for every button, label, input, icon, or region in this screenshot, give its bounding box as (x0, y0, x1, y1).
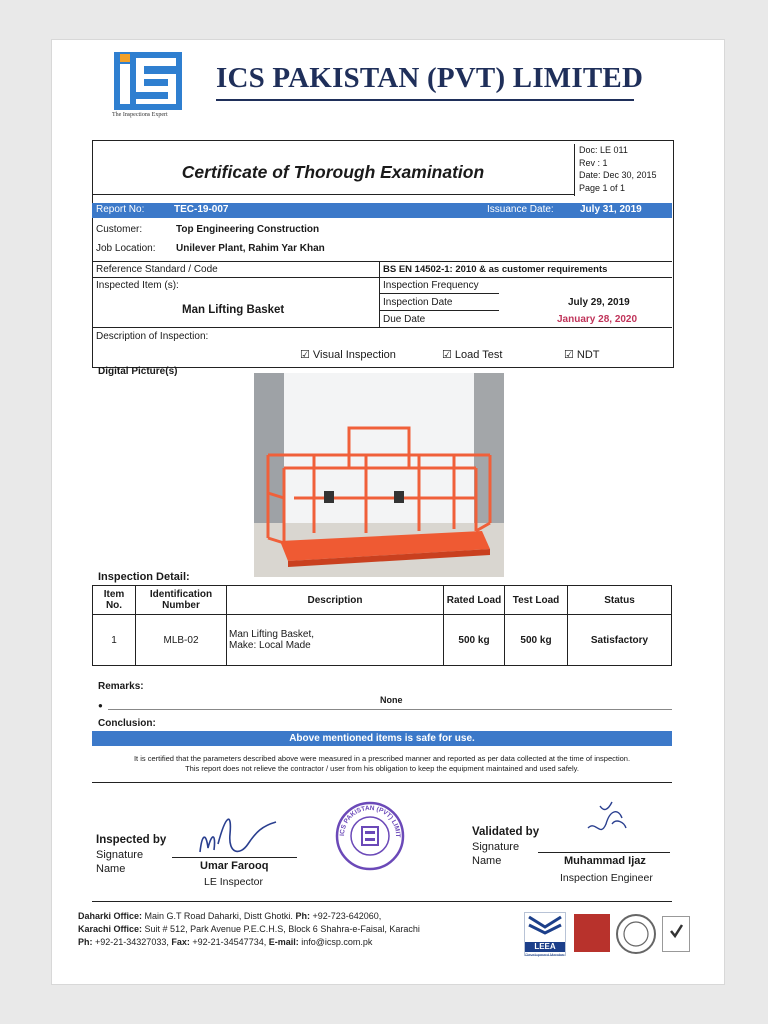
inspected-signature-label: Signature (96, 849, 144, 861)
inspector-name: Umar Farooq (200, 860, 269, 872)
karachi-office-line (78, 923, 420, 936)
due-date: January 28, 2020 (557, 314, 638, 325)
col-description: Description (227, 586, 444, 615)
leea-sub: Development Member (525, 952, 565, 957)
validated-by-label: Validated by (472, 826, 540, 838)
page-count: Page 1 of 1 (579, 182, 626, 193)
job-location-label: Job Location: (96, 243, 156, 254)
man-lifting-basket-photo (254, 373, 504, 577)
certification-seal-icon (614, 912, 658, 961)
visual-inspection-checkbox: ☑ Visual Inspection (300, 349, 396, 361)
issuance-date: July 31, 2019 (580, 204, 642, 215)
description-line-1: Man Lifting Basket, (229, 629, 315, 640)
inspection-date-label: Inspection Date (383, 297, 453, 308)
table-header-row (93, 586, 672, 615)
footer-addresses (78, 910, 420, 949)
inspector-signature-line (172, 857, 297, 858)
inspector-title: LE Inspector (204, 876, 263, 888)
daharki-phone: +92-723-642060, (312, 911, 382, 921)
inspection-detail-label: Inspection Detail: (98, 571, 190, 583)
doc-number: Doc: LE 011 (579, 145, 628, 155)
cell-test-load: 500 kg (505, 615, 568, 666)
report-no: TEC-19-007 (174, 204, 229, 215)
cell-status: Satisfactory (568, 615, 672, 666)
validated-signature-label: Signature (472, 841, 520, 853)
validated-name-label: Name (472, 855, 502, 867)
leea-logo (524, 912, 566, 956)
daharki-address: Main G.T Road Daharki, Distt Ghotki. (144, 911, 293, 921)
due-date-label: Due Date (383, 314, 426, 325)
reference-label: Reference Standard / Code (96, 264, 218, 275)
certification-line-2: This report does not relieve the contractor / user from his obligation to keep the equipment maintained and used safely. (185, 764, 579, 773)
document-control-info (574, 144, 672, 196)
divider (92, 277, 672, 278)
validator-signature-line (538, 852, 670, 853)
email: info@icsp.com.pk (301, 937, 373, 947)
col-rated-load: Rated Load (444, 586, 505, 615)
logo-tagline: The Inspections Expert (112, 112, 168, 118)
issuance-date-label: Issuance Date: (487, 204, 554, 215)
ndt-checkbox: ☑ NDT (564, 349, 600, 361)
company-name: ICS PAKISTAN (PVT) LIMITED (216, 62, 644, 94)
col-status: Status (568, 586, 672, 615)
daharki-ph-label: Ph: (295, 911, 310, 921)
col-identification-number: Identification Number (136, 586, 227, 615)
validator-signature (582, 798, 632, 853)
ics-logo (114, 52, 182, 110)
col-test-load: Test Load (505, 586, 568, 615)
daharki-office-line (78, 910, 420, 923)
cell-identification-number: MLB-02 (136, 615, 227, 666)
cell-description (227, 615, 444, 666)
divider (92, 327, 672, 328)
inspection-date: July 29, 2019 (568, 297, 630, 308)
job-location-value: Unilever Plant, Rahim Yar Khan (176, 243, 325, 254)
inspected-items-value: Man Lifting Basket (182, 304, 285, 316)
inspected-items-label: Inspected Item (s): (96, 280, 179, 291)
frequency-label: Inspection Frequency (383, 280, 479, 291)
email-label: E-mail: (268, 937, 299, 947)
validator-name: Muhammad Ijaz (564, 855, 646, 867)
cell-item-no: 1 (93, 615, 136, 666)
stamp-text: ICS PAKISTAN (PVT) LIMIT (338, 804, 402, 838)
revision: Rev : 1 (579, 157, 608, 168)
report-no-label: Report No: (96, 204, 145, 215)
doc-date: Date: Dec 30, 2015 (579, 170, 657, 180)
customer-value: Top Engineering Construction (176, 224, 320, 235)
inspected-name-label: Name (96, 863, 126, 875)
validator-title: Inspection Engineer (560, 872, 653, 884)
description-label: Description of Inspection: (96, 331, 209, 342)
customer-label: Customer: (96, 224, 143, 235)
conclusion-label: Conclusion: (98, 718, 156, 729)
inspected-by-label: Inspected by (96, 834, 167, 846)
title-underline (216, 99, 634, 101)
certificate-page (52, 40, 724, 984)
divider (92, 261, 672, 262)
digital-pictures-label: Digital Picture(s) (98, 366, 178, 377)
leea-text: LEEA (525, 942, 565, 952)
divider (379, 261, 380, 327)
reference-value: BS EN 14502-1: 2010 & as customer requirements (383, 264, 608, 275)
phone: +92-21-34327033, (95, 937, 169, 947)
report-bar (92, 203, 672, 218)
fax-label: Fax: (171, 937, 190, 947)
company-stamp (334, 800, 406, 877)
load-test-checkbox: ☑ Load Test (442, 349, 503, 361)
fax: +92-21-34547734, (192, 937, 267, 947)
inspection-detail-table (92, 585, 672, 666)
col-item-no: Item No. (93, 586, 136, 615)
remarks-line (108, 709, 672, 710)
karachi-label: Karachi Office: (78, 924, 143, 934)
conclusion-value: Above mentioned items is safe for use. (92, 731, 672, 746)
remarks-bullet: ● (98, 701, 103, 710)
ukas-badge-icon (662, 916, 690, 952)
certification-note (92, 754, 672, 774)
remarks-label: Remarks: (98, 681, 144, 692)
certification-line-1: It is certified that the parameters described above were measured in a prescribed manner and reported as per data collected at the time of inspection. (133, 754, 631, 763)
cell-rated-load: 500 kg (444, 615, 505, 666)
contact-line (78, 936, 420, 949)
ph-label: Ph: (78, 937, 93, 947)
description-line-2: Make: Local Made (229, 640, 311, 651)
bureau-veritas-badge (574, 914, 610, 952)
daharki-label: Daharki Office: (78, 911, 143, 921)
karachi-address: Suit # 512, Park Avenue P.E.C.H.S, Block 6 Shahra-e-Faisal, Karachi (144, 924, 420, 934)
divider (379, 293, 499, 294)
remarks-value: None (380, 695, 403, 705)
certificate-title: Certificate of Thorough Examination (92, 150, 574, 195)
divider (379, 310, 499, 311)
table-row (93, 615, 672, 666)
